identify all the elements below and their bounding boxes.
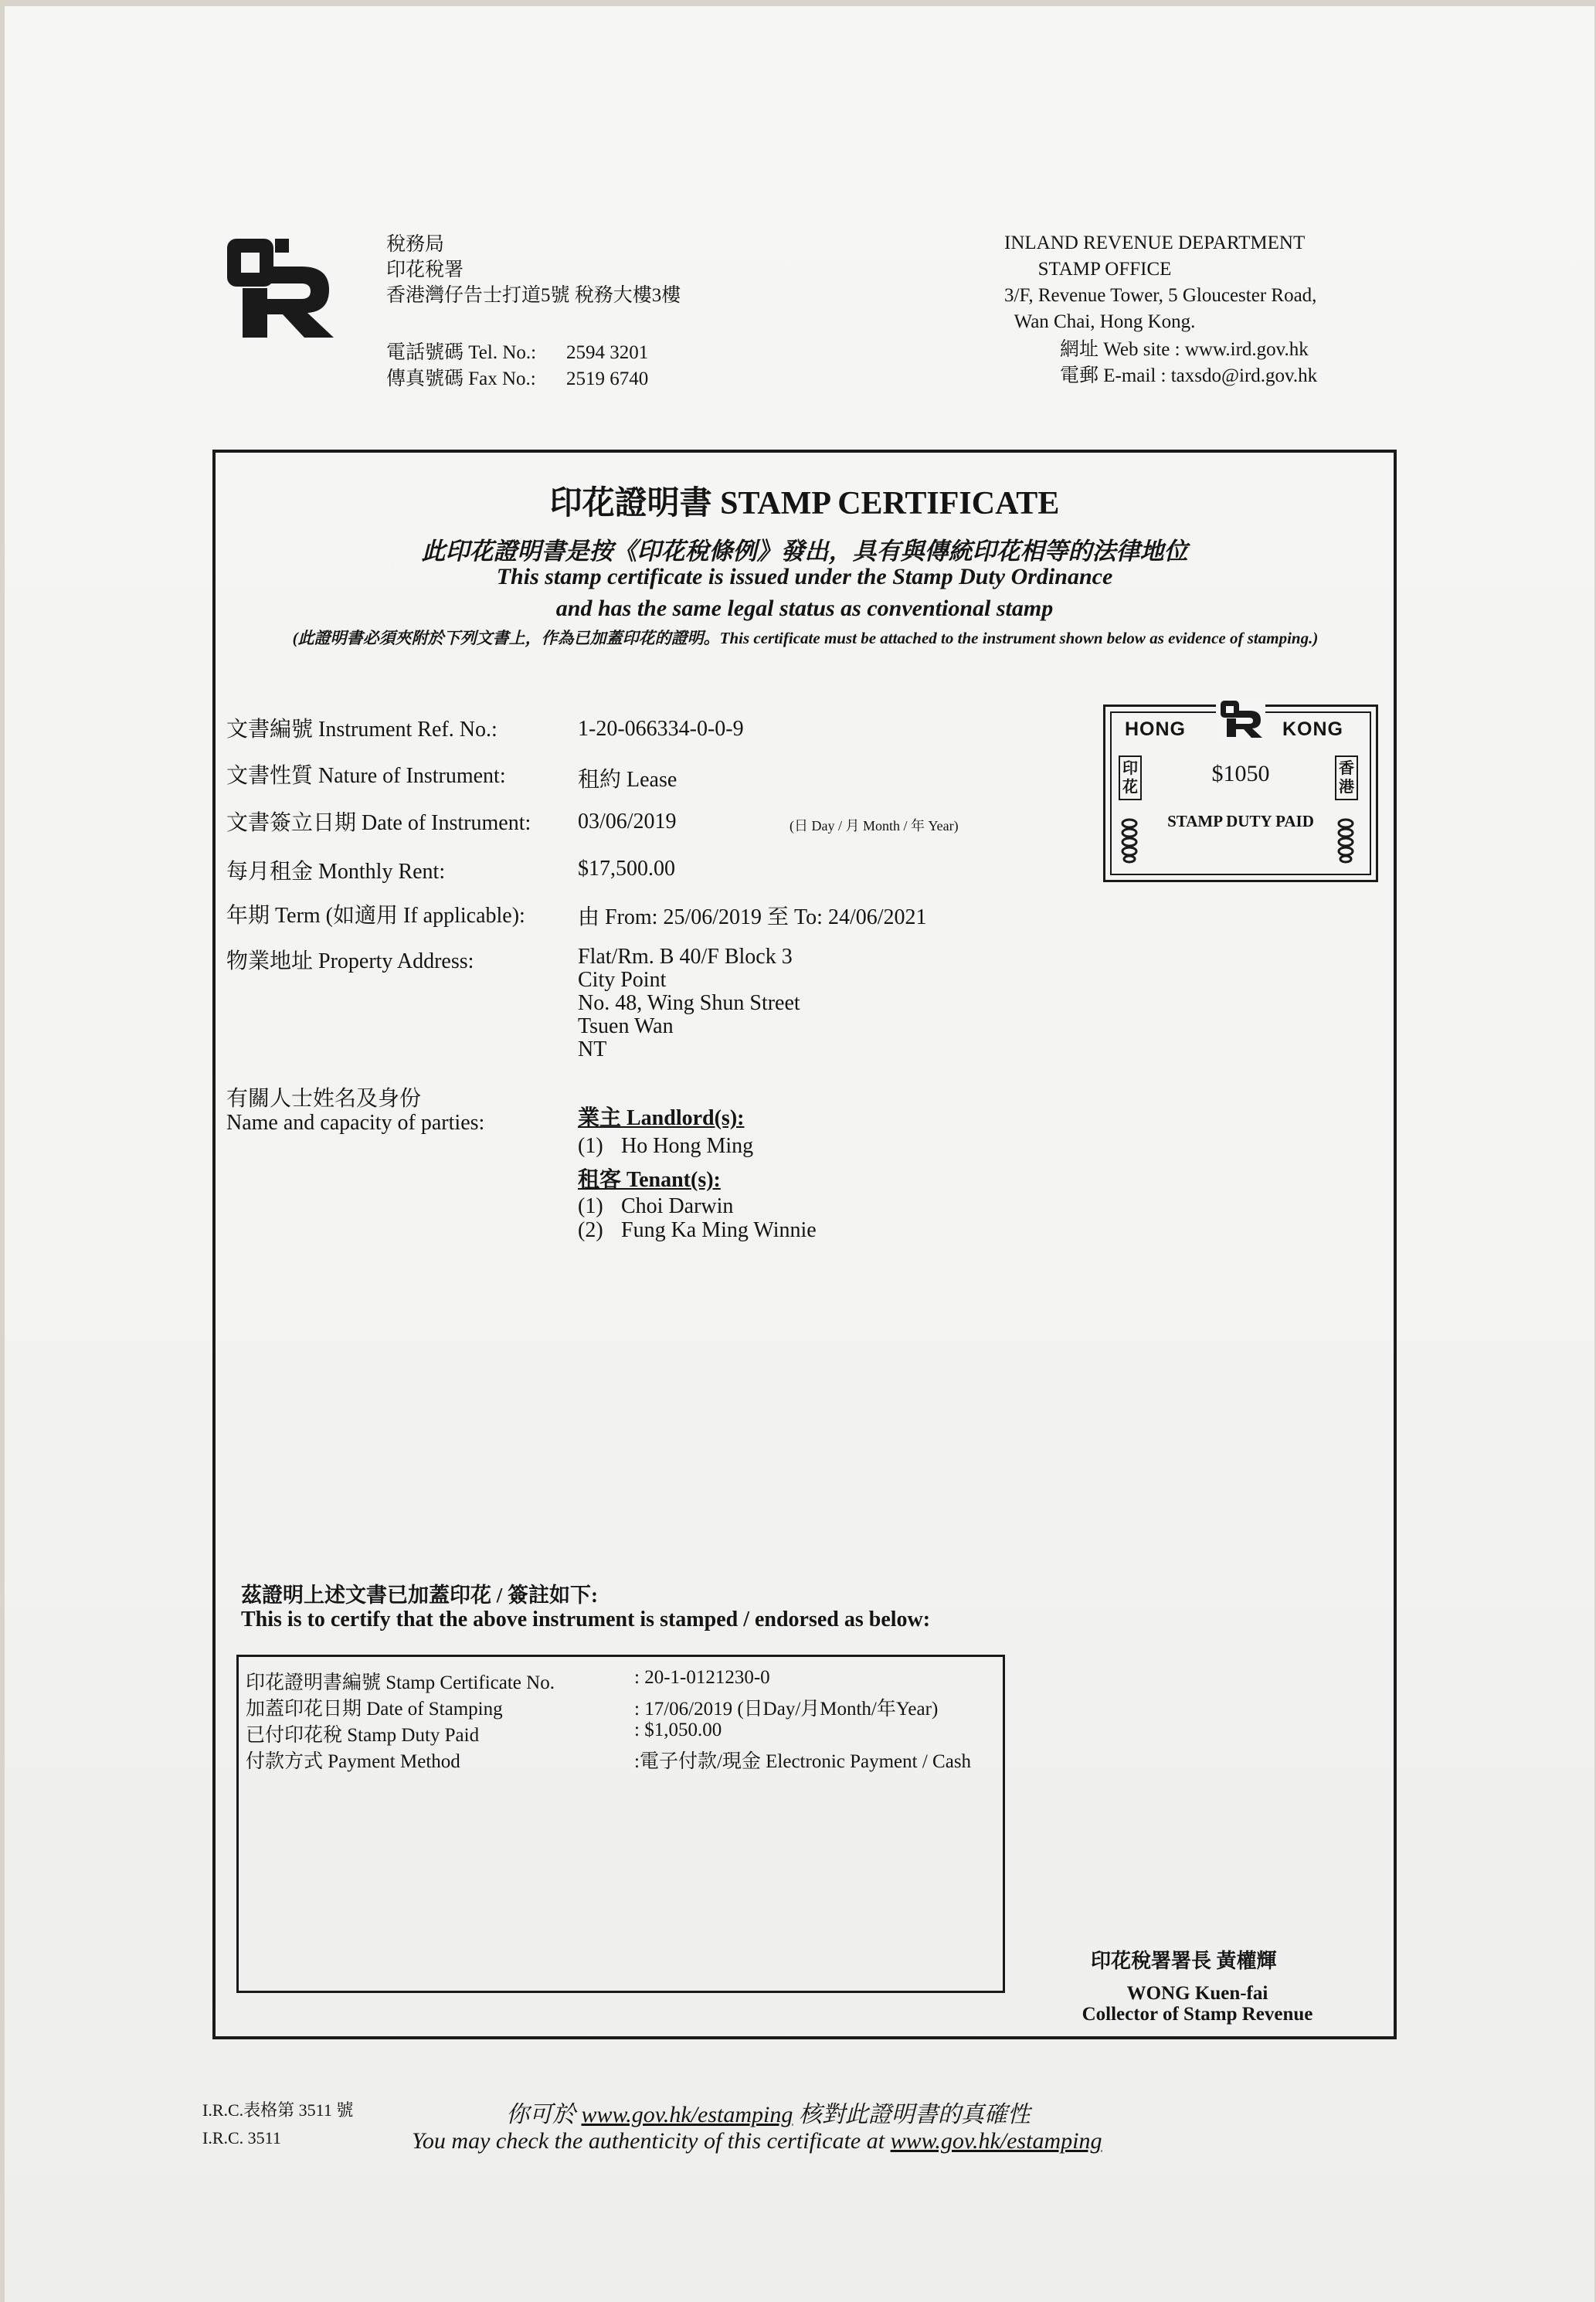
street-address: 3/F, Revenue Tower, 5 Gloucester Road, xyxy=(1004,285,1317,306)
nature-value: 租約 Lease xyxy=(578,768,677,792)
duty-paid-label: 已付印花稅 Stamp Duty Paid xyxy=(246,1725,480,1746)
instrument-date-value: 03/06/2019 xyxy=(578,810,677,834)
monthly-rent-value: $17,500.00 xyxy=(578,857,675,881)
stamp-amount: $1050 xyxy=(1211,761,1270,786)
verify-text-zh-pre: 你可於 xyxy=(506,2102,576,2127)
address-line: City Point xyxy=(578,968,667,992)
landlord-name: Ho Hong Ming xyxy=(621,1134,754,1158)
certificate-subtitle-en-2: and has the same legal status as conventional stamp xyxy=(555,596,1054,621)
stamping-date-value: : 17/06/2019 (日Day/月Month/年Year) xyxy=(634,1699,939,1720)
certify-statement-en: This is to certify that the above instrument is stamped / endorsed as below: xyxy=(241,1608,931,1631)
party-number: (2) xyxy=(578,1218,603,1242)
attachment-note: (此證明書必須夾附於下列文書上，作為已加蓋印花的證明。This certificate must be attached to the instrument shown below as evidence of stamping.) xyxy=(292,629,1319,647)
verify-note-zh xyxy=(506,2095,1031,2129)
office-address-zh xyxy=(386,232,681,308)
stamp-kong-text: KONG xyxy=(1282,718,1343,740)
stamp-ornament-left-icon xyxy=(1121,817,1138,864)
tel-value: 2594 3201 xyxy=(566,342,649,363)
landlord-item xyxy=(578,1134,753,1159)
address-line: No. 48, Wing Shun Street xyxy=(578,991,800,1015)
instrument-date-label: 文書簽立日期 Date of Instrument: xyxy=(226,811,531,835)
payment-method-label: 付款方式 Payment Method xyxy=(246,1751,460,1772)
office-subname-zh: 印花稅署 xyxy=(386,260,464,280)
stamp-cert-no-label: 印花證明書編號 Stamp Certificate No. xyxy=(246,1672,555,1693)
stamp-hong-text: HONG xyxy=(1125,718,1186,740)
fax-value: 2519 6740 xyxy=(566,368,649,389)
stamp-cert-no-value: : 20-1-0121230-0 xyxy=(634,1667,770,1688)
office-name-zh: 稅務局 xyxy=(386,234,445,255)
property-address xyxy=(578,946,800,1061)
collector-title-zh: 印花稅署署長 黃權輝 xyxy=(1091,1950,1277,1972)
term-label: 年期 Term (如適用 If applicable): xyxy=(226,904,525,928)
tenant-heading: 租客 Tenant(s): xyxy=(578,1168,721,1192)
stamp-ird-logo-icon xyxy=(1216,698,1265,739)
verify-note-en xyxy=(412,2128,1102,2154)
address-line: NT xyxy=(578,1037,607,1061)
property-address-label: 物業地址 Property Address: xyxy=(226,949,474,973)
address-line: Tsuen Wan xyxy=(578,1014,674,1038)
verify-text-zh-post: 核對此證明書的真確性 xyxy=(798,2102,1031,2127)
stamp-side-char: 印 xyxy=(1122,760,1138,777)
verify-text-en-pre: You may check the authenticity of this certificate at xyxy=(412,2128,885,2154)
office-name: STAMP OFFICE xyxy=(1037,259,1172,280)
estamping-link-en[interactable]: www.gov.hk/estamping xyxy=(890,2128,1102,2154)
certificate-subtitle-zh: 此印花證明書是按《印花稅條例》發出，具有與傳統印花相等的法律地位 xyxy=(421,538,1188,565)
collector-signature-block xyxy=(1074,1983,1321,2025)
stamp-ornament-right-icon xyxy=(1337,817,1354,864)
certificate-title: 印花證明書 STAMP CERTIFICATE xyxy=(549,486,1060,521)
stamping-date-label: 加蓋印花日期 Date of Stamping xyxy=(246,1699,503,1720)
stamp-side-char: 花 xyxy=(1122,779,1138,796)
office-address-en xyxy=(1004,230,1317,335)
district-address: Wan Chai, Hong Kong. xyxy=(1014,311,1196,332)
website-text: 網址 Web site : www.ird.gov.hk xyxy=(1060,339,1309,360)
fax-label: 傳真號碼 Fax No.: xyxy=(386,368,536,389)
tel-label: 電話號碼 Tel. No.: xyxy=(386,342,537,363)
online-contact xyxy=(1060,337,1317,389)
parties-label xyxy=(226,1087,484,1135)
collector-title-en: Collector of Stamp Revenue xyxy=(1082,2004,1313,2025)
office-street-zh: 香港灣仔告士打道5號 稅務大樓3樓 xyxy=(386,285,681,306)
certify-statement-zh: 茲證明上述文書已加蓋印花 / 簽註如下: xyxy=(241,1584,598,1607)
parties-label-en: Name and capacity of parties: xyxy=(226,1111,485,1135)
nature-label: 文書性質 Nature of Instrument: xyxy=(226,764,506,788)
date-format-hint: (日 Day / 月 Month / 年 Year) xyxy=(790,818,959,834)
email-text: 電郵 E-mail : taxsdo@ird.gov.hk xyxy=(1060,365,1318,386)
stamp-duty-paid-label: STAMP DUTY PAID xyxy=(1167,812,1314,830)
party-number: (1) xyxy=(578,1194,603,1218)
stamp-side-left xyxy=(1119,755,1142,800)
form-number-en: I.R.C. 3511 xyxy=(202,2128,281,2148)
address-line: Flat/Rm. B 40/F Block 3 xyxy=(578,945,793,969)
parties-label-zh: 有關人士姓名及身份 xyxy=(226,1087,422,1111)
stamp-side-char: 港 xyxy=(1339,779,1354,796)
landlord-heading: 業主 Landlord(s): xyxy=(578,1106,745,1130)
tenant-name: Fung Ka Ming Winnie xyxy=(621,1218,817,1242)
tenant-item xyxy=(578,1194,733,1219)
duty-paid-value: : $1,050.00 xyxy=(634,1720,722,1740)
ird-logo-icon xyxy=(224,236,336,340)
form-number-zh: I.R.C.表格第 3511 號 xyxy=(202,2100,354,2120)
estamping-link-zh[interactable]: www.gov.hk/estamping xyxy=(581,2102,793,2127)
tenant-item xyxy=(578,1218,817,1243)
contact-block xyxy=(386,340,648,392)
payment-method-value: :電子付款/現金 Electronic Payment / Cash xyxy=(634,1751,972,1772)
term-value: 由 From: 25/06/2019 至 To: 24/06/2021 xyxy=(578,905,927,929)
certificate-subtitle-en-1: This stamp certificate is issued under the Stamp Duty Ordinance xyxy=(496,564,1113,589)
ref-no-label: 文書編號 Instrument Ref. No.: xyxy=(226,718,497,742)
ref-no-value: 1-20-066334-0-0-9 xyxy=(578,717,744,741)
stamp-side-char: 香 xyxy=(1339,760,1354,777)
dept-name: INLAND REVENUE DEPARTMENT xyxy=(1004,233,1306,253)
party-number: (1) xyxy=(578,1134,603,1158)
collector-name: WONG Kuen-fai xyxy=(1126,1983,1268,2004)
stamp-side-right xyxy=(1335,755,1358,800)
monthly-rent-label: 每月租金 Monthly Rent: xyxy=(226,860,446,884)
tenant-name: Choi Darwin xyxy=(621,1194,734,1218)
form-number xyxy=(202,2097,353,2152)
